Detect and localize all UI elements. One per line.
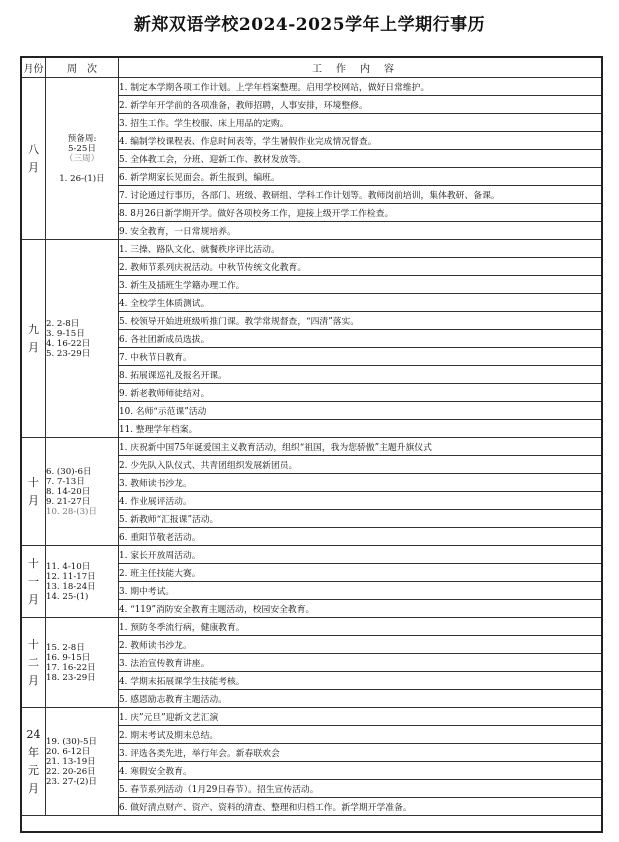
week-range: 4. 16-22日 (46, 338, 91, 349)
task-item: 3. 招生工作。学生校服、床上用品的定购。 (119, 114, 603, 132)
week-range (46, 164, 118, 174)
week-range: 6. (30)-6日 (46, 466, 92, 477)
task-item: 1. 制定本学期各项工作计划。上学年档案整理。启用学校网站，做好日常维护。 (119, 78, 603, 96)
task-item: 4. 作业展评活动。 (119, 492, 603, 510)
month-label: 月 (28, 340, 39, 354)
task-item: 10. 名师“示范课”活动 (119, 402, 603, 420)
month-label: 月 (28, 781, 39, 795)
month-label: 月 (28, 160, 39, 174)
task-item: 8. 拓展课巡礼及报名开课。 (119, 366, 603, 384)
week-range: 23. 27-(2)日 (46, 776, 98, 787)
week-range: 1. 26-(1)日 (59, 173, 105, 184)
task-item: 5. 春节系列活动（1月29日春节）。招生宣传活动。 (119, 780, 603, 798)
header-month: 月份 (21, 57, 46, 78)
task-item: 2. 期末考试及期末总结。 (119, 726, 603, 744)
weeks-cell (46, 618, 119, 708)
table-row (21, 438, 602, 456)
week-range: 预备周: (67, 133, 97, 144)
task-item: 7. 中秋节日教育。 (119, 348, 603, 366)
blank-row (21, 816, 602, 833)
header-weeks: 周 次 (46, 57, 119, 78)
month-cell (21, 438, 46, 546)
week-range: 21. 13-19日 (46, 756, 96, 767)
task-item: 6. 重阳节敬老活动。 (119, 528, 603, 546)
header-content: 工作内容 (119, 57, 603, 78)
week-range: 3. 9-15日 (46, 328, 85, 339)
month-label: 二 (28, 655, 39, 669)
task-item: 6. 新学期家长见面会。新生报到，编班。 (119, 168, 603, 186)
table-row (21, 708, 602, 726)
header-row (21, 57, 602, 78)
month-cell (21, 708, 46, 816)
task-item: 3. 教师读书沙龙。 (119, 474, 603, 492)
table-body (21, 78, 602, 833)
week-range: 7. 7-13日 (46, 476, 85, 487)
week-range: 13. 18-24日 (46, 581, 96, 592)
week-range: 16. 9-15日 (46, 652, 91, 663)
week-range: 8. 14-20日 (46, 486, 91, 497)
week-range: 5. 23-29日 (46, 348, 91, 359)
task-item: 1. 庆祝新中国75年诞爱国主义教育活动，组织“祖国，我为您骄傲”主题升旗仪式 (119, 438, 603, 456)
task-item: 5. 感恩励志教育主题活动。 (119, 690, 603, 708)
task-item: 11. 整理学年档案。 (119, 420, 603, 438)
task-item: 3. 评选各类先进，举行年会。新春联欢会 (119, 744, 603, 762)
month-cell (21, 618, 46, 708)
task-item: 1. 庆”元旦”迎新文艺汇演 (119, 708, 603, 726)
task-item: 1. 家长开放周活动。 (119, 546, 603, 564)
month-label: 九 (28, 322, 39, 336)
week-range: 22. 20-26日 (46, 766, 96, 777)
week-range: 15. 2-8日 (46, 642, 85, 653)
task-item: 5. 校领导开始进班级听推门课。教学常规督查，“四清”落实。 (119, 312, 603, 330)
task-item: 5. 全体教工会，分班、迎新工作、教材发放等。 (119, 150, 603, 168)
month-label: 月 (28, 673, 39, 687)
task-item: 4. 学期末拓展课学生技能考核。 (119, 672, 603, 690)
week-range: 17. 16-22日 (46, 662, 96, 673)
task-item: 5. 新教师“汇报课”活动。 (119, 510, 603, 528)
week-range: 10. 28-(3)日 (46, 506, 98, 517)
week-range: 11. 4-10日 (46, 561, 91, 572)
task-item: 2. 新学年开学前的各项准备，教师招聘，人事安排，环境整修。 (119, 96, 603, 114)
weeks-cell (46, 78, 119, 240)
month-cell (21, 546, 46, 618)
task-item: 2. 班主任技能大赛。 (119, 564, 603, 582)
task-item: 8. 8月26日新学期开学。做好各项校务工作，迎接上级开学工作检查。 (119, 204, 603, 222)
weeks-cell (46, 708, 119, 816)
task-item: 2. 少先队入队仪式、共青团组织发展新团员。 (119, 456, 603, 474)
task-item: 3. 法治宣传教育讲座。 (119, 654, 603, 672)
week-range: 2. 2-8日 (46, 318, 80, 329)
table-row (21, 240, 602, 258)
weeks-cell (46, 240, 119, 438)
month-label: 元 (28, 763, 39, 777)
week-range: 20. 6-12日 (46, 746, 91, 757)
task-item: 6. 做好清点财产、资产、资料的清查、整理和归档工作。新学期开学准备。 (119, 798, 603, 816)
task-item: 1. 预防冬季流行病，健康教育。 (119, 618, 603, 636)
task-item: 4. 编制学校课程表、作息时间表等，学生暑假作业完成情况督查。 (119, 132, 603, 150)
month-label: 十 (28, 637, 39, 651)
week-range: 19. (30)-5日 (46, 736, 98, 747)
table-row (21, 78, 602, 96)
month-cell (21, 240, 46, 438)
table-row (21, 618, 602, 636)
task-item: 9. 安全教育，一日常规培养。 (119, 222, 603, 240)
task-item: 1. 三操、路队文化、就餐秩序评比活动。 (119, 240, 603, 258)
week-range: 14. 25-(1) (46, 591, 89, 602)
task-item: 6. 各社团新成员选拔。 (119, 330, 603, 348)
week-range: 9. 21-27日 (46, 496, 91, 507)
month-label: 24年 (26, 727, 41, 759)
task-item: 3. 新生及插班生学籍办理工作。 (119, 276, 603, 294)
month-label: 八 (28, 142, 39, 156)
week-range: 18. 23-29日 (46, 672, 96, 683)
week-range: 5-25日 (68, 143, 96, 154)
task-item: 4. 全校学生体质测试。 (119, 294, 603, 312)
month-label: 十 (28, 475, 39, 489)
month-label: 月 (28, 493, 39, 507)
task-item: 2. 教师节系列庆祝活动。中秋节传统文化教育。 (119, 258, 603, 276)
task-item: 3. 期中考试。 (119, 582, 603, 600)
week-range: （三周） (64, 153, 100, 164)
month-cell (21, 78, 46, 240)
task-item: 4. 寒假安全教育。 (119, 762, 603, 780)
weeks-cell (46, 546, 119, 618)
task-item: 4. “119”消防安全教育主题活动，校园安全教育。 (119, 600, 603, 618)
month-label: 十 (28, 556, 39, 570)
month-label: 月 (28, 592, 39, 606)
task-item: 7. 讨论通过行事历，各部门、班级、教研组、学科工作计划等。教师岗前培训，集体教研、备课。 (119, 186, 603, 204)
weeks-cell (46, 438, 119, 546)
week-range: 12. 11-17日 (46, 571, 96, 582)
task-item: 2. 教师读书沙龙。 (119, 636, 603, 654)
blank-cell (21, 816, 602, 833)
page-title: 新郑双语学校2024-2025学年上学期行事历 (133, 15, 486, 35)
calendar-table (20, 56, 603, 833)
task-item: 9. 新老教师师徒结对。 (119, 384, 603, 402)
table-row (21, 546, 602, 564)
month-label: 一 (28, 574, 39, 588)
